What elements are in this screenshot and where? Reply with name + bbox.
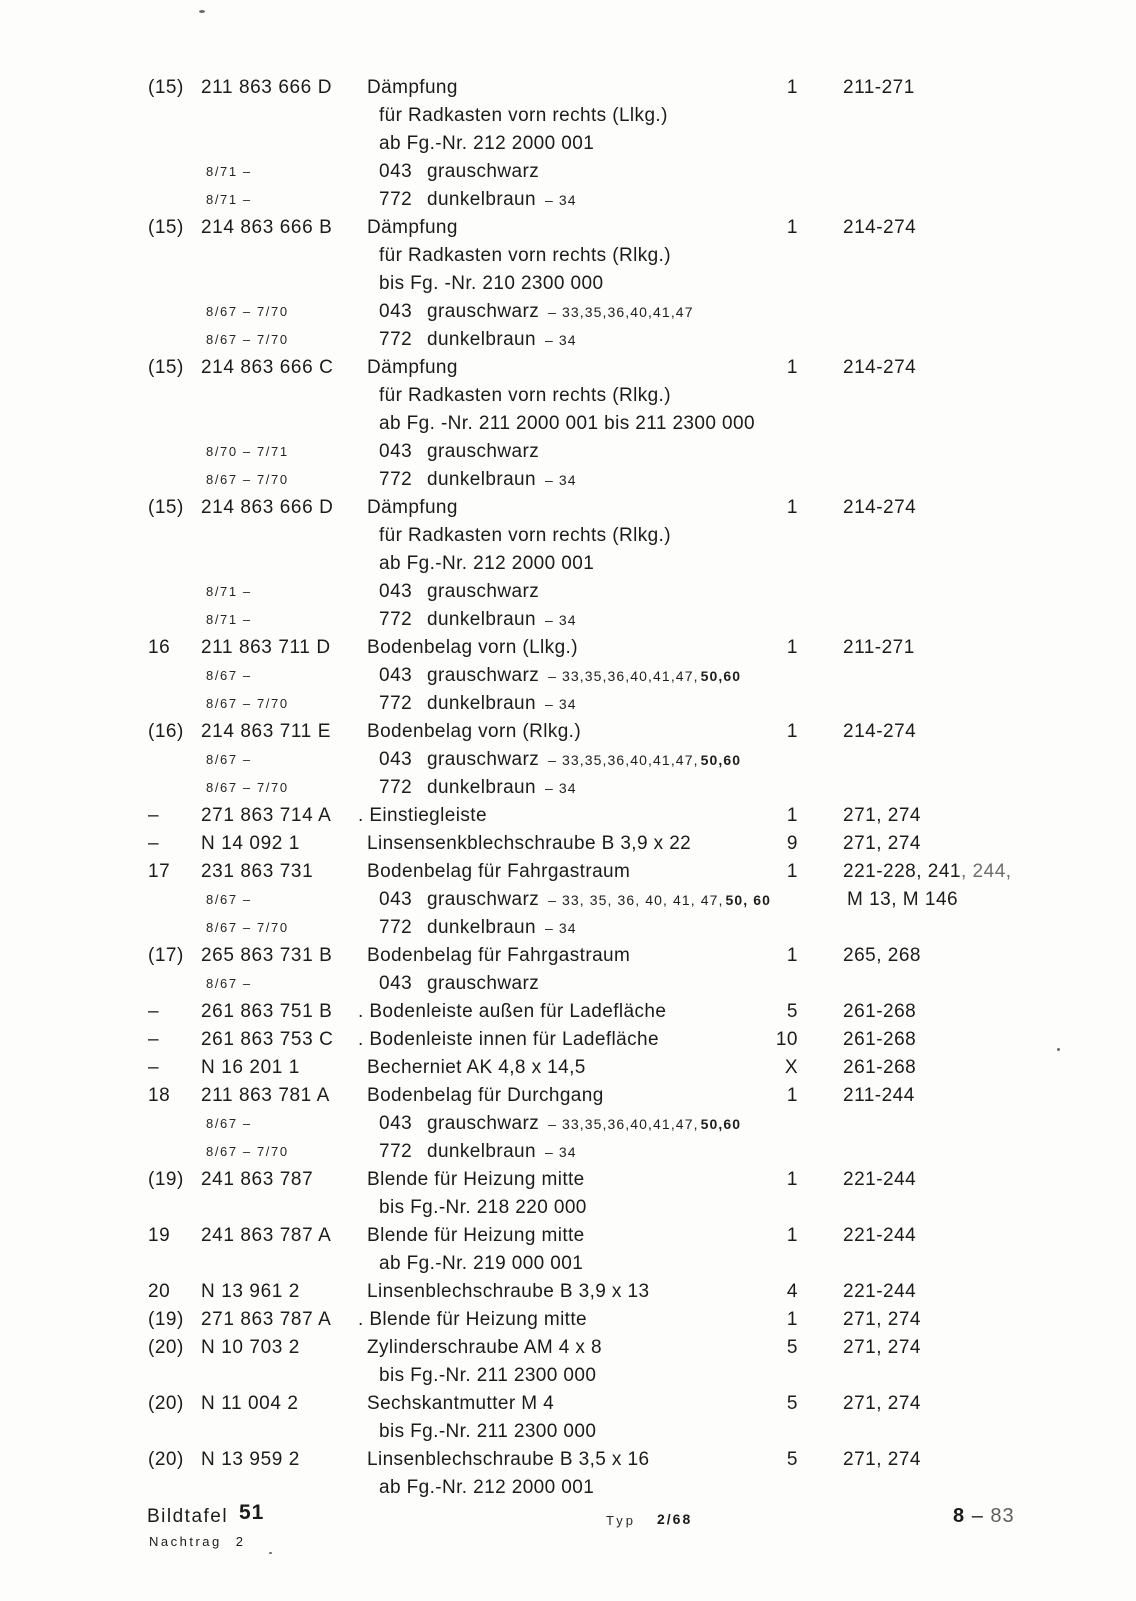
position-number: (19) [148, 1169, 184, 1190]
position-number: 16 [148, 637, 171, 658]
table-line [0, 1138, 1136, 1166]
model-code-suffix: – 34 [544, 612, 577, 628]
color-name: dunkelbraun [427, 609, 536, 630]
description-continuation: ab Fg. -Nr. 211 2000 001 bis 211 2300 000 [379, 413, 755, 434]
model-applicability: 271, 274 [843, 1309, 921, 1330]
date-range: 8/67 – 7/70 [206, 304, 289, 319]
description-continuation: für Radkasten vorn rechts (Llkg.) [379, 105, 668, 126]
table-line [0, 438, 1136, 466]
quantity: 4 [786, 1281, 798, 1302]
date-range: 8/67 – [206, 976, 252, 991]
date-range: 8/67 – 7/70 [206, 472, 289, 487]
color-code: 772 [379, 189, 413, 210]
typ-label: Typ [606, 1513, 636, 1528]
quantity: 9 [786, 833, 798, 854]
table-line [0, 1362, 1136, 1390]
part-number: 271 863 714 A [201, 805, 332, 826]
model-code-suffix: – 34 [544, 780, 577, 796]
part-description: Becherniet AK 4,8 x 14,5 [367, 1057, 586, 1078]
model-applicability: 261-268 [843, 1057, 917, 1078]
part-number: 214 863 711 E [201, 721, 332, 742]
quantity: 1 [786, 1309, 798, 1330]
color-name: dunkelbraun [427, 1141, 536, 1162]
position-number: 19 [148, 1225, 171, 1246]
model-applicability: M 13, M 146 [847, 889, 959, 910]
color-code: 772 [379, 469, 413, 490]
model-code-suffix: – 33,35,36,40,41,47, [548, 752, 699, 768]
color-code: 043 [379, 1113, 413, 1134]
part-description: . Blende für Heizung mitte [358, 1309, 588, 1330]
model-applicability: 261-268 [843, 1001, 917, 1022]
position-number: (15) [148, 217, 184, 238]
description-continuation: ab Fg.-Nr. 212 2000 001 [379, 553, 595, 574]
table-line [0, 550, 1136, 578]
model-code-suffix-bold: 50, 60 [725, 892, 772, 908]
position-number: 17 [148, 861, 171, 882]
color-variant-line [379, 438, 539, 466]
color-variant-line [379, 914, 577, 942]
table-line [0, 802, 1136, 830]
model-applicability: 211-271 [843, 77, 915, 98]
table-line [0, 522, 1136, 550]
position-number: – [148, 1029, 160, 1050]
date-range: 8/67 – 7/70 [206, 332, 289, 347]
position-number: – [148, 1001, 160, 1022]
part-description: Linsenblechschraube B 3,9 x 13 [367, 1281, 650, 1302]
table-line [0, 1474, 1136, 1502]
page-ref-section: 8 [953, 1505, 966, 1527]
description-continuation: bis Fg.-Nr. 211 2300 000 [379, 1421, 597, 1442]
color-name: grauschwarz [427, 161, 540, 182]
table-line [0, 858, 1136, 886]
plate-number: 51 [239, 1501, 265, 1524]
table-line [0, 1082, 1136, 1110]
model-code-suffix: – 34 [544, 472, 577, 488]
part-number: 261 863 753 C [201, 1029, 334, 1050]
color-variant-line [379, 690, 577, 718]
table-line [0, 1418, 1136, 1446]
model-applicability: 214-274 [843, 357, 917, 378]
part-description: Blende für Heizung mitte [367, 1225, 585, 1246]
model-code-suffix: – 33, 35, 36, 40, 41, 47, [548, 892, 724, 908]
table-line [0, 998, 1136, 1026]
color-name: grauschwarz [427, 973, 540, 994]
table-line [0, 830, 1136, 858]
model-applicability: 214-274 [843, 497, 917, 518]
model-applicability: 214-274 [843, 217, 917, 238]
table-line [0, 1026, 1136, 1054]
description-continuation: für Radkasten vorn rechts (Rlkg.) [379, 385, 671, 406]
color-name: grauschwarz [427, 1113, 540, 1134]
color-code: 043 [379, 665, 413, 686]
date-range: 8/70 – 7/71 [206, 444, 289, 459]
part-number: 211 863 666 D [201, 77, 333, 98]
position-number: (15) [148, 77, 184, 98]
table-line [0, 298, 1136, 326]
part-number: N 11 004 2 [201, 1393, 299, 1414]
color-variant-line [379, 1110, 741, 1138]
model-code-suffix: – 34 [544, 332, 577, 348]
table-line [0, 242, 1136, 270]
date-range: 8/67 – [206, 892, 252, 907]
model-applicability-faint: , 244, [961, 861, 1012, 882]
quantity: 1 [786, 497, 798, 518]
position-number: (20) [148, 1449, 184, 1470]
quantity: 10 [775, 1029, 798, 1050]
color-name: dunkelbraun [427, 329, 536, 350]
page-reference [953, 1502, 1015, 1530]
part-description: Dämpfung [367, 497, 458, 518]
table-line [0, 1110, 1136, 1138]
table-line [0, 326, 1136, 354]
part-description: Sechskantmutter M 4 [367, 1393, 555, 1414]
model-applicability: 271, 274 [843, 805, 921, 826]
quantity: 5 [786, 1001, 798, 1022]
part-number: 241 863 787 A [201, 1225, 332, 1246]
table-line [0, 606, 1136, 634]
description-continuation: ab Fg.-Nr. 212 2000 001 [379, 133, 595, 154]
model-code-suffix-bold: 50,60 [700, 668, 742, 684]
table-line [0, 774, 1136, 802]
part-number: 265 863 731 B [201, 945, 333, 966]
model-code-suffix: – 33,35,36,40,41,47 [548, 304, 694, 320]
part-description: Dämpfung [367, 357, 458, 378]
position-number: (15) [148, 497, 184, 518]
quantity: 1 [786, 357, 798, 378]
model-applicability: 271, 274 [843, 833, 921, 854]
page-ref-dash: – [971, 1505, 984, 1527]
quantity: 5 [786, 1337, 798, 1358]
part-description: Bodenbelag vorn (Llkg.) [367, 637, 578, 658]
color-code: 772 [379, 693, 413, 714]
color-code: 043 [379, 973, 413, 994]
table-line [0, 410, 1136, 438]
date-range: 8/67 – 7/70 [206, 920, 289, 935]
table-line [0, 1222, 1136, 1250]
model-code-suffix: – 33,35,36,40,41,47, [548, 1116, 699, 1132]
position-number: – [148, 805, 160, 826]
date-range: 8/67 – 7/70 [206, 1144, 289, 1159]
color-name: grauschwarz [427, 665, 540, 686]
color-variant-line [379, 774, 577, 802]
color-code: 043 [379, 161, 413, 182]
table-line [0, 690, 1136, 718]
quantity: 1 [786, 637, 798, 658]
color-name: grauschwarz [427, 889, 540, 910]
quantity: 1 [786, 217, 798, 238]
model-code-suffix: – 34 [544, 696, 577, 712]
description-continuation: bis Fg.-Nr. 218 220 000 [379, 1197, 587, 1218]
table-line [0, 1194, 1136, 1222]
scan-artifact [1057, 1048, 1060, 1051]
supplement-note [149, 1528, 245, 1556]
color-name: dunkelbraun [427, 693, 536, 714]
date-range: 8/71 – [206, 164, 252, 179]
color-code: 043 [379, 749, 413, 770]
color-name: grauschwarz [427, 441, 540, 462]
quantity: 1 [786, 1225, 798, 1246]
table-line [0, 494, 1136, 522]
color-name: grauschwarz [427, 301, 540, 322]
quantity: 5 [786, 1449, 798, 1470]
model-applicability: 271, 274 [843, 1449, 921, 1470]
part-number: 271 863 787 A [201, 1309, 332, 1330]
color-variant-line [379, 298, 694, 326]
color-code: 043 [379, 889, 413, 910]
position-number: – [148, 833, 160, 854]
part-description: Bodenbelag für Durchgang [367, 1085, 604, 1106]
color-variant-line [379, 578, 539, 606]
table-line [0, 1054, 1136, 1082]
plate-label: Bildtafel [147, 1506, 229, 1527]
color-code: 772 [379, 329, 413, 350]
color-variant-line [379, 1138, 577, 1166]
color-name: dunkelbraun [427, 777, 536, 798]
part-description: Dämpfung [367, 217, 458, 238]
scan-artifact [199, 10, 205, 13]
part-number: 231 863 731 [201, 861, 314, 882]
quantity: X [784, 1057, 798, 1078]
quantity: 5 [786, 1393, 798, 1414]
part-number: 241 863 787 [201, 1169, 314, 1190]
color-variant-line [379, 326, 577, 354]
part-description: Dämpfung [367, 77, 458, 98]
typ-value: 2/68 [657, 1511, 693, 1527]
part-description: Linsensenkblechschraube B 3,9 x 22 [367, 833, 692, 854]
part-number: 214 863 666 B [201, 217, 333, 238]
table-line [0, 186, 1136, 214]
position-number: (19) [148, 1309, 184, 1330]
date-range: 8/67 – 7/70 [206, 696, 289, 711]
color-name: dunkelbraun [427, 917, 536, 938]
part-description: Bodenbelag für Fahrgastraum [367, 945, 631, 966]
table-line [0, 158, 1136, 186]
description-continuation: ab Fg.-Nr. 212 2000 001 [379, 1477, 595, 1498]
page-ref-number: 83 [990, 1505, 1015, 1527]
position-number: 20 [148, 1281, 171, 1302]
table-line [0, 1306, 1136, 1334]
color-name: grauschwarz [427, 749, 540, 770]
quantity: 1 [786, 861, 798, 882]
model-applicability: 221-228, 241, 244, [843, 861, 1012, 882]
part-description: Bodenbelag für Fahrgastraum [367, 861, 631, 882]
color-code: 772 [379, 777, 413, 798]
table-line [0, 382, 1136, 410]
part-description: . Bodenleiste außen für Ladefläche [358, 1001, 667, 1022]
model-code-suffix-bold: 50,60 [700, 1116, 742, 1132]
description-continuation: für Radkasten vorn rechts (Rlkg.) [379, 245, 671, 266]
model-applicability: 271, 274 [843, 1393, 921, 1414]
color-code: 772 [379, 1141, 413, 1162]
table-line [0, 970, 1136, 998]
part-description: . Bodenleiste innen für Ladefläche [358, 1029, 659, 1050]
part-number: N 14 092 1 [201, 833, 300, 854]
position-number: (20) [148, 1393, 184, 1414]
table-line [0, 1390, 1136, 1418]
quantity: 1 [786, 77, 798, 98]
part-number: N 16 201 1 [201, 1057, 300, 1078]
table-line [0, 214, 1136, 242]
part-number: 214 863 666 D [201, 497, 334, 518]
table-line [0, 270, 1136, 298]
table-line [0, 1278, 1136, 1306]
date-range: 8/67 – [206, 1116, 252, 1131]
part-description: Zylinderschraube AM 4 x 8 [367, 1337, 602, 1358]
model-applicability: 221-244 [843, 1225, 917, 1246]
model-applicability: 221-244 [843, 1169, 917, 1190]
model-code-suffix-bold: 50,60 [700, 752, 742, 768]
quantity: 1 [786, 945, 798, 966]
part-description: Bodenbelag vorn (Rlkg.) [367, 721, 582, 742]
table-line [0, 130, 1136, 158]
part-number: 214 863 666 C [201, 357, 334, 378]
table-line [0, 466, 1136, 494]
supplement-label: Nachtrag [149, 1534, 222, 1549]
model-applicability: 265, 268 [843, 945, 921, 966]
table-line [0, 942, 1136, 970]
table-line [0, 746, 1136, 774]
table-line [0, 662, 1136, 690]
color-code: 772 [379, 609, 413, 630]
quantity: 1 [786, 1169, 798, 1190]
color-variant-line [379, 158, 539, 186]
model-applicability: 214-274 [843, 721, 917, 742]
color-variant-line [379, 606, 577, 634]
date-range: 8/67 – [206, 752, 252, 767]
table-line [0, 578, 1136, 606]
table-line [0, 886, 1136, 914]
description-continuation: bis Fg. -Nr. 210 2300 000 [379, 273, 604, 294]
model-code-suffix: – 34 [544, 920, 577, 936]
scan-artifact [269, 1552, 272, 1554]
color-variant-line [379, 746, 741, 774]
table-line [0, 354, 1136, 382]
color-code: 043 [379, 441, 413, 462]
date-range: 8/67 – [206, 668, 252, 683]
date-range: 8/71 – [206, 612, 252, 627]
table-line [0, 1250, 1136, 1278]
date-range: 8/71 – [206, 192, 252, 207]
position-number: (15) [148, 357, 184, 378]
quantity: 1 [786, 721, 798, 742]
color-variant-line [379, 886, 771, 914]
position-number: – [148, 1057, 160, 1078]
color-variant-line [379, 970, 539, 998]
model-code-suffix: – 33,35,36,40,41,47, [548, 668, 699, 684]
part-number: N 13 961 2 [201, 1281, 300, 1302]
model-applicability: 221-244 [843, 1281, 917, 1302]
part-number: N 10 703 2 [201, 1337, 300, 1358]
part-description: Linsenblechschraube B 3,5 x 16 [367, 1449, 650, 1470]
model-code-suffix: – 34 [544, 1144, 577, 1160]
model-applicability: 271, 274 [843, 1337, 921, 1358]
table-line [0, 1166, 1136, 1194]
color-code: 772 [379, 917, 413, 938]
color-name: grauschwarz [427, 581, 540, 602]
position-number: 18 [148, 1085, 171, 1106]
model-applicability: 211-244 [843, 1085, 915, 1106]
position-number: (16) [148, 721, 184, 742]
supplement-number: 2 [235, 1534, 246, 1549]
description-continuation: für Radkasten vorn rechts (Rlkg.) [379, 525, 671, 546]
position-number: (20) [148, 1337, 184, 1358]
position-number: (17) [148, 945, 184, 966]
color-variant-line [379, 466, 577, 494]
table-line [0, 102, 1136, 130]
table-line [0, 1334, 1136, 1362]
part-number: 211 863 781 A [201, 1085, 330, 1106]
part-description: Blende für Heizung mitte [367, 1169, 585, 1190]
color-variant-line [379, 662, 741, 690]
part-description: . Einstiegleiste [358, 805, 487, 826]
table-line [0, 718, 1136, 746]
color-variant-line [379, 186, 577, 214]
quantity: 1 [786, 805, 798, 826]
color-code: 043 [379, 301, 413, 322]
table-line [0, 74, 1136, 102]
quantity: 1 [786, 1085, 798, 1106]
model-code-suffix: – 34 [544, 192, 577, 208]
part-number: N 13 959 2 [201, 1449, 300, 1470]
model-applicability: 211-271 [843, 637, 915, 658]
table-line [0, 914, 1136, 942]
model-applicability: 261-268 [843, 1029, 917, 1050]
description-continuation: ab Fg.-Nr. 219 000 001 [379, 1253, 584, 1274]
date-range: 8/71 – [206, 584, 252, 599]
date-range: 8/67 – 7/70 [206, 780, 289, 795]
description-continuation: bis Fg.-Nr. 211 2300 000 [379, 1365, 597, 1386]
color-name: dunkelbraun [427, 469, 536, 490]
color-code: 043 [379, 581, 413, 602]
color-name: dunkelbraun [427, 189, 536, 210]
table-line [0, 634, 1136, 662]
table-line [0, 1446, 1136, 1474]
part-number: 211 863 711 D [201, 637, 331, 658]
part-number: 261 863 751 B [201, 1001, 333, 1022]
